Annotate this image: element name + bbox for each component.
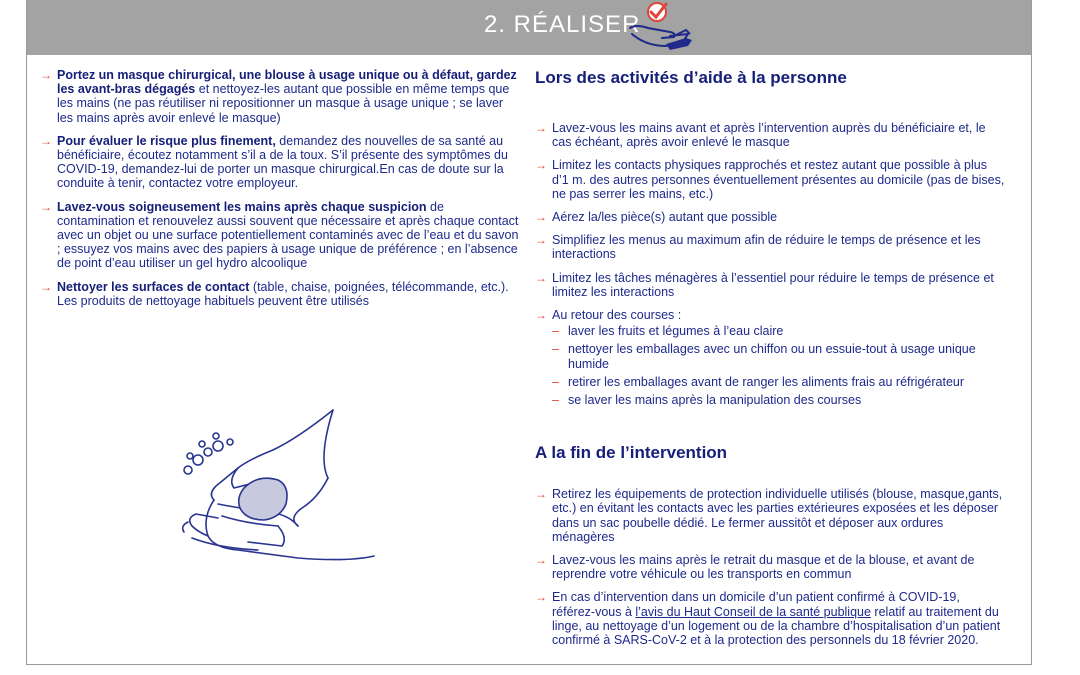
arrow-right-icon: → <box>535 233 547 248</box>
left-column <box>40 68 520 317</box>
dash-icon: – <box>552 393 559 408</box>
list-item <box>40 68 520 125</box>
subitem-text: retirer les emballages avant de ranger les aliments frais au réfrigérateur <box>568 374 965 389</box>
list-item <box>535 158 1005 201</box>
item-bold: Portez un masque chirurgical, une blouse à usage unique ou à défaut, gardez les avant-bras dégagés <box>57 68 517 97</box>
right-column <box>535 68 1005 656</box>
item-text: Retirez les équipements de protection individuelle utilisés (blouse, masque,gants, etc.) en évitant les contacts avec les parties extérieures exposées et les déposer dans un sac poubelle dédié. Le fermer aussitôt et déposer aux ordures ménagères <box>552 487 1003 544</box>
dash-icon: – <box>552 342 559 357</box>
hcsp-link[interactable]: l’avis du Haut Conseil de la santé publique <box>635 604 871 619</box>
item-bold: Nettoyer les surfaces de contact <box>57 279 250 294</box>
section-title: A la fin de l’intervention <box>535 443 728 463</box>
list-item-courses <box>535 308 1005 407</box>
sublist-item <box>552 375 1005 389</box>
item-text: demandez des nouvelles de sa santé au bénéficiaire, écoutez notamment s’il a de la toux. S’il présente des symptômes du COVID-19, demandez-lui de porter un masque chirurgical.En cas de doute sur la conduite à tenir, contactez votre employeur. <box>57 133 508 191</box>
subitem-text: nettoyer les emballages avec un chiffon ou un essuie-tout à usage unique humide <box>568 342 976 371</box>
arrow-right-icon: → <box>40 199 52 214</box>
item-text: Aérez la/les pièce(s) autant que possible <box>552 210 778 225</box>
dash-icon: – <box>552 374 559 389</box>
item-text: relatif au traitement du linge, au nettoyage d’un logement ou de la chambre d’hospitalisation d’un patient confirmé à SARS-CoV-2 et à la protection des personnels du 18 février 2020. <box>552 604 1001 648</box>
arrow-right-icon: → <box>40 133 52 148</box>
arrow-right-icon: → <box>535 590 547 605</box>
page-title: 2. RÉALISER <box>484 11 641 38</box>
list-item <box>535 210 1005 224</box>
list-item <box>40 200 520 271</box>
sublist-item <box>552 342 1005 370</box>
dash-icon: – <box>552 324 559 339</box>
list-item <box>535 271 1005 299</box>
arrow-right-icon: → <box>535 270 547 285</box>
arrow-right-icon: → <box>40 68 52 82</box>
item-text: Au retour des courses : <box>552 308 682 323</box>
arrow-right-icon: → <box>535 158 547 173</box>
list-item <box>535 590 1005 647</box>
hand-washing-icon <box>178 408 378 583</box>
list-item <box>535 233 1005 261</box>
item-text: (table, chaise, poignées, télécommande, etc.). Les produits de nettoyage habituels peuvent être utilisés <box>57 279 509 308</box>
item-text: Lavez-vous les mains après le retrait du masque et de la blouse, et avant de reprendre votre véhicule ou les transports en commun <box>552 553 975 582</box>
subitem-text: se laver les mains après la manipulation des courses <box>568 393 862 408</box>
item-text: Limitez les tâches ménagères à l’essentiel pour réduire le temps de présence et limitez les interactions <box>552 270 994 299</box>
list-item <box>535 553 1005 581</box>
list-item <box>535 487 1005 544</box>
sublist-item <box>552 393 1005 407</box>
sublist <box>552 324 1005 407</box>
item-text: et nettoyez-les autant que possible en même temps que les mains (ne pas réutiliser ni repositionner un masque à usage unique ; se laver les mains après avoir enlevé le masque) <box>57 82 510 125</box>
list-item <box>40 280 520 308</box>
sublist-item <box>552 324 1005 338</box>
item-text: de contamination et renouvelez aussi souvent que nécessaire et après chaque contact avec un objet ou une surface potentiellement contaminés avec de l’eau et du savon ; essuyez vos mains avec des papiers à usage unique de préférence ; en l’absence de point d’eau utiliser un gel hydro alcoolique <box>57 199 519 271</box>
list-item <box>535 121 1005 149</box>
arrow-right-icon: → <box>535 308 547 323</box>
item-text: En cas d’intervention dans un domicile d’un patient confirmé à COVID-19, référez-vous à <box>552 590 960 619</box>
item-text: Lavez-vous les mains avant et après l’intervention auprès du bénéficiaire et, le cas échéant, après avoir enlevé le masque <box>552 121 986 150</box>
item-bold: Lavez-vous soigneusement les mains après chaque suspicion <box>57 199 427 214</box>
item-bold: Pour évaluer le risque plus finement, <box>57 133 276 148</box>
item-text: Limitez les contacts physiques rapprochés et restez autant que possible à plus d’1 m. des autres personnes éventuellement présentes au domicile (pas de bises, ne pas serrer les mains, etc.) <box>552 158 1005 201</box>
arrow-right-icon: → <box>40 279 52 294</box>
list-item <box>40 134 520 191</box>
arrow-right-icon: → <box>535 553 547 568</box>
arrow-right-icon: → <box>535 121 547 135</box>
subitem-text: laver les fruits et légumes à l’eau claire <box>568 324 784 339</box>
section-title: Lors des activités d’aide à la personne <box>535 68 847 87</box>
arrow-right-icon: → <box>535 487 547 502</box>
arrow-right-icon: → <box>535 210 547 225</box>
item-text: Simplifiez les menus au maximum afin de réduire le temps de présence et les interactions <box>552 233 981 262</box>
